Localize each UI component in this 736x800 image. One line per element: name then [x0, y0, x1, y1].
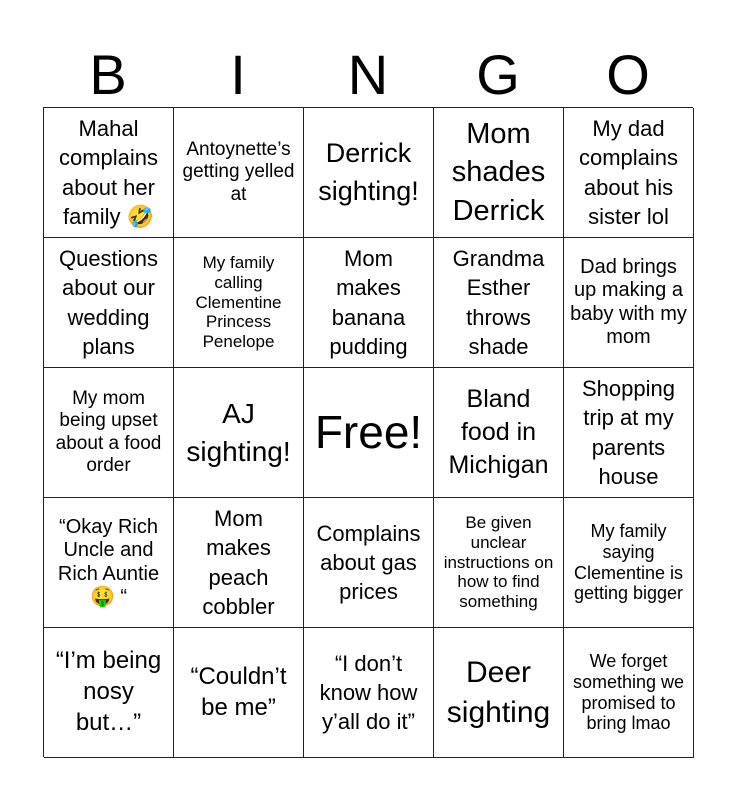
- cell-text: Shopping trip at my parents house: [582, 376, 675, 489]
- cell-text: “I’m being nosy but…”: [55, 647, 162, 736]
- bingo-cell[interactable]: [44, 368, 174, 498]
- bingo-cell[interactable]: [304, 238, 434, 368]
- cell-text: Questions about our wedding plans: [58, 246, 159, 359]
- bingo-cell[interactable]: [304, 498, 434, 628]
- bingo-cell[interactable]: [434, 498, 564, 628]
- bingo-cell[interactable]: [564, 498, 694, 628]
- cell-text: Dad brings up making a baby with my mom: [570, 256, 687, 348]
- cell-text: Mom makes banana pudding: [329, 246, 408, 359]
- header-letter-g: G: [476, 43, 520, 106]
- bingo-cell[interactable]: [174, 108, 304, 238]
- cell-text: My family calling Clementine Princess Penelope: [195, 253, 282, 352]
- bingo-cell[interactable]: [174, 628, 304, 758]
- bingo-cell[interactable]: [44, 108, 174, 238]
- header-letter-b: B: [89, 43, 127, 106]
- cell-text: AJ sighting!: [186, 397, 291, 467]
- cell-text: Derrick sighting!: [318, 138, 419, 206]
- cell-text: Mom makes peach cobbler: [202, 506, 275, 619]
- cell-text: Deer sighting: [446, 655, 551, 729]
- cell-text: My mom being upset about a food order: [55, 388, 162, 476]
- bingo-cell[interactable]: [564, 368, 694, 498]
- cell-text: Grandma Esther throws shade: [452, 246, 545, 359]
- bingo-cell[interactable]: [44, 498, 174, 628]
- bingo-cell[interactable]: [174, 368, 304, 498]
- bingo-cell[interactable]: [44, 238, 174, 368]
- bingo-cell[interactable]: [304, 628, 434, 758]
- header-letter-o: O: [606, 43, 650, 106]
- bingo-cell[interactable]: [434, 108, 564, 238]
- header-letter-i: I: [230, 43, 246, 106]
- bingo-cell[interactable]: [434, 628, 564, 758]
- cell-text: “Couldn’t be me”: [190, 662, 287, 721]
- bingo-cell[interactable]: [174, 498, 304, 628]
- cell-text: Antoynette’s getting yelled at: [182, 139, 295, 205]
- header-letter-n: N: [347, 43, 389, 106]
- bingo-cell[interactable]: [564, 628, 694, 758]
- bingo-cell[interactable]: [564, 238, 694, 368]
- cell-text: Mahal complains about her family 🤣: [58, 116, 159, 229]
- cell-text: My family saying Clementine is getting bigger: [573, 520, 684, 604]
- cell-text: Be given unclear instructions on how to find something: [443, 513, 554, 612]
- bingo-cell[interactable]: [44, 628, 174, 758]
- cell-text: My dad complains about his sister lol: [578, 116, 679, 229]
- cell-text: Mom shades Derrick: [451, 118, 546, 227]
- bingo-cell[interactable]: [304, 108, 434, 238]
- bingo-cell[interactable]: [564, 108, 694, 238]
- bingo-cell[interactable]: [174, 238, 304, 368]
- bingo-cell[interactable]: [434, 368, 564, 498]
- cell-text: Bland food in Michigan: [448, 385, 549, 479]
- bingo-cell[interactable]: [434, 238, 564, 368]
- cell-text: “I don’t know how y’all do it”: [319, 650, 418, 735]
- cell-text: “Okay Rich Uncle and Rich Auntie 🤑 “: [57, 516, 160, 608]
- cell-text: Complains about gas prices: [316, 520, 421, 605]
- cell-text: Free!: [314, 405, 423, 458]
- bingo-cell-free[interactable]: [304, 368, 434, 498]
- bingo-header: [43, 42, 693, 108]
- bingo-board: [43, 107, 693, 757]
- cell-text: We forget something we promised to bring lmao: [572, 650, 685, 734]
